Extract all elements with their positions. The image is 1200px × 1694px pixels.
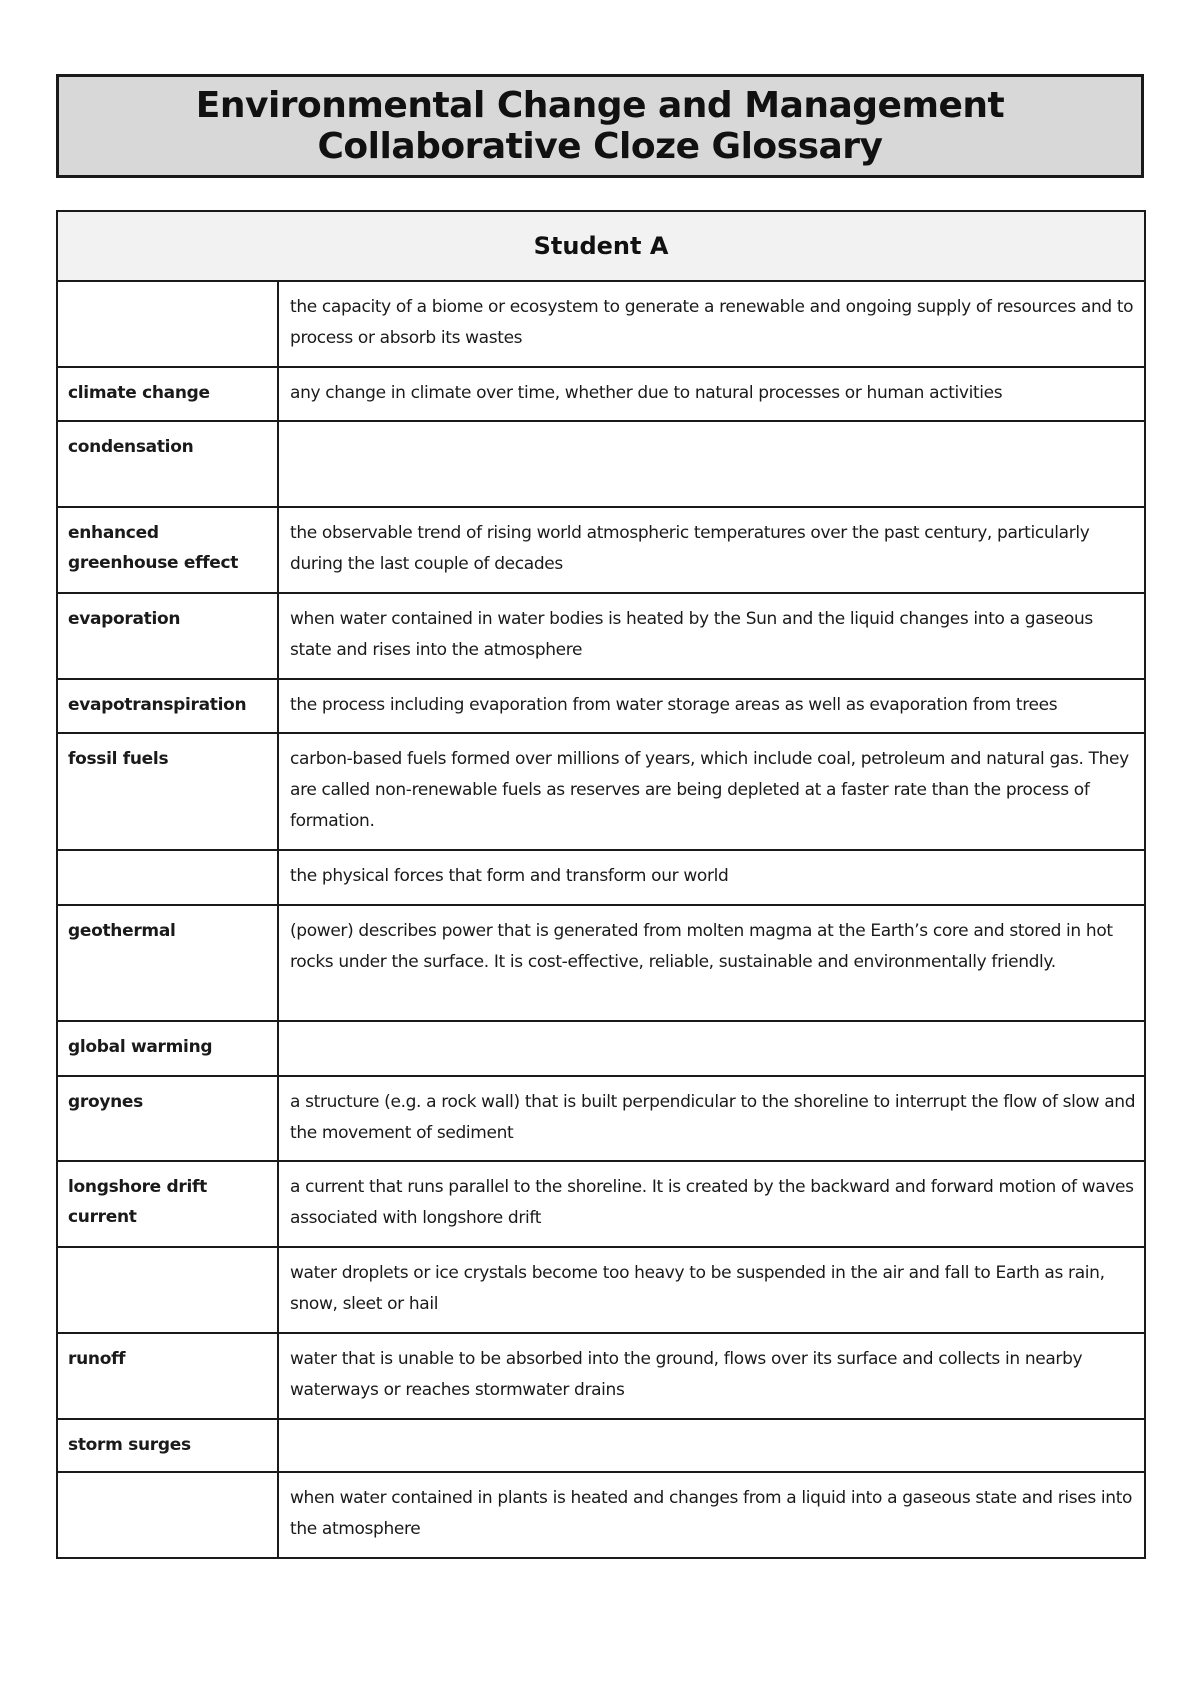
definition-cell[interactable] [278,421,1145,507]
table-row [57,367,1145,421]
term-cell: fossil fuels [57,733,278,850]
term-cell: enhanced greenhouse effect [57,507,278,593]
table-row [57,1333,1145,1419]
term-cell: climate change [57,367,278,421]
definition-cell: water that is unable to be absorbed into the ground, flows over its surface and collects in nearby waterways or reaches stormwater drains [278,1333,1145,1419]
glossary-header: Student A [57,211,1145,281]
definition-cell: the process including evaporation from water storage areas as well as evaporation from trees [278,679,1145,733]
term-cell: evapotranspiration [57,679,278,733]
table-row [57,1161,1145,1247]
definition-cell: when water contained in water bodies is heated by the Sun and the liquid changes into a gaseous state and rises into the atmosphere [278,593,1145,679]
glossary-table [56,210,1146,1559]
definition-cell[interactable] [278,1419,1145,1472]
term-cell: geothermal [57,905,278,1021]
definition-cell: the physical forces that form and transform our world [278,850,1145,905]
document-title: Environmental Change and Management [195,85,1005,126]
term-cell: runoff [57,1333,278,1419]
term-cell: evaporation [57,593,278,679]
table-row [57,1247,1145,1333]
table-row [57,593,1145,679]
definition-cell: when water contained in plants is heated and changes from a liquid into a gaseous state and rises into the atmosphere [278,1472,1145,1558]
definition-cell: (power) describes power that is generated from molten magma at the Earth’s core and stored in hot rocks under the surface. It is cost-effective, reliable, sustainable and environmentally friendly. [278,905,1145,1021]
table-row [57,1419,1145,1472]
document-title-box [56,74,1144,178]
document-subtitle: Collaborative Cloze Glossary [317,126,883,167]
term-cell[interactable] [57,1247,278,1333]
definition-cell: the observable trend of rising world atmospheric temperatures over the past century, particularly during the last couple of decades [278,507,1145,593]
term-cell: storm surges [57,1419,278,1472]
definition-cell: carbon-based fuels formed over millions of years, which include coal, petroleum and natural gas. They are called non-renewable fuels as reserves are being depleted at a faster rate than the process of formation. [278,733,1145,850]
term-cell: condensation [57,421,278,507]
definition-cell: any change in climate over time, whether due to natural processes or human activities [278,367,1145,421]
term-cell[interactable] [57,850,278,905]
table-row [57,1076,1145,1161]
glossary-header-row [57,211,1145,281]
definition-cell: a structure (e.g. a rock wall) that is built perpendicular to the shoreline to interrupt the flow of slow and the movement of sediment [278,1076,1145,1161]
definition-cell[interactable] [278,1021,1145,1076]
term-cell: groynes [57,1076,278,1161]
table-row [57,850,1145,905]
table-row [57,733,1145,850]
table-row [57,507,1145,593]
term-cell[interactable] [57,1472,278,1558]
term-cell: global warming [57,1021,278,1076]
table-row [57,281,1145,367]
term-cell[interactable] [57,281,278,367]
table-row [57,905,1145,1021]
definition-cell: a current that runs parallel to the shoreline. It is created by the backward and forward motion of waves associated with longshore drift [278,1161,1145,1247]
term-cell: longshore drift current [57,1161,278,1247]
table-row [57,1472,1145,1558]
table-row [57,421,1145,507]
table-row [57,679,1145,733]
definition-cell: the capacity of a biome or ecosystem to generate a renewable and ongoing supply of resources and to process or absorb its wastes [278,281,1145,367]
definition-cell: water droplets or ice crystals become too heavy to be suspended in the air and fall to Earth as rain, snow, sleet or hail [278,1247,1145,1333]
table-row [57,1021,1145,1076]
